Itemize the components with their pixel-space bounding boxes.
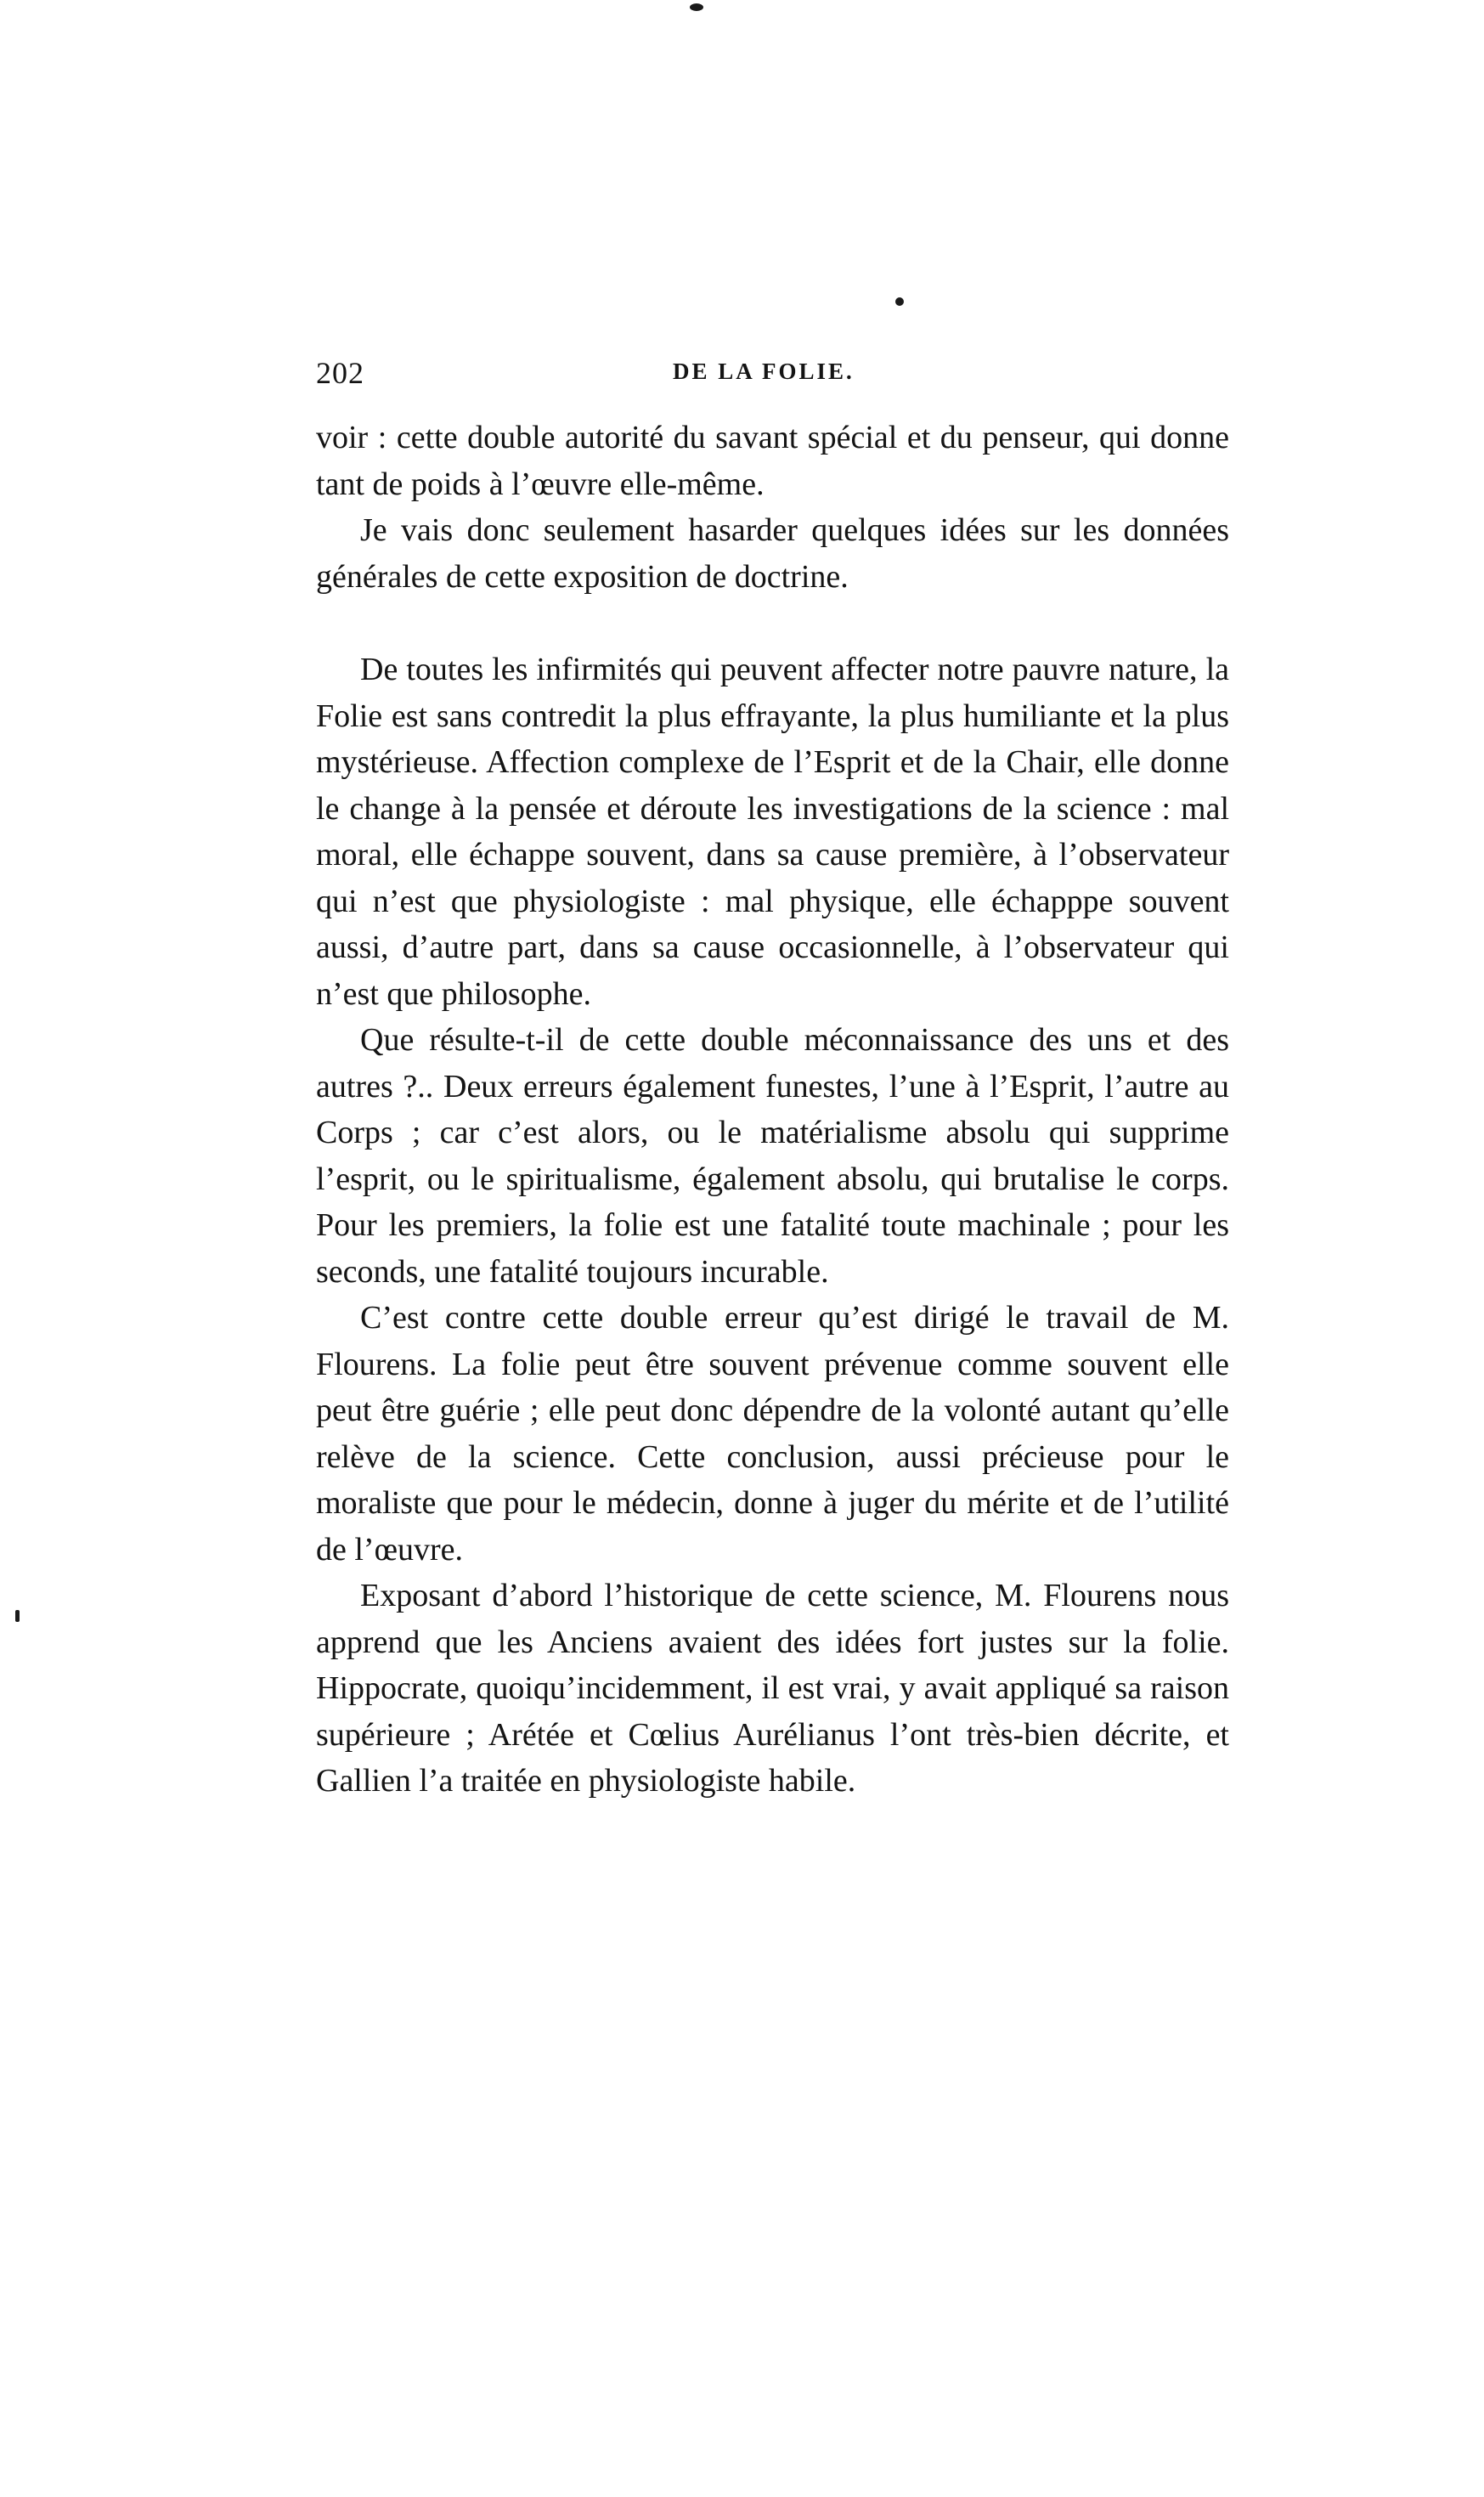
paragraph: Je vais donc seulement hasarder quelques idées sur les données générales de cette exposition de doctrine. bbox=[316, 512, 1229, 595]
paragraph: Que résulte-t-il de cette double méconnaissance des uns et des autres ?.. Deux erreurs également funestes, l’une à l’Esprit, l’autre au Corps ; car c’est alors, ou le matérialisme absolu qui supprime l’esprit, ou le spiritualisme, également absolu, qui brutalise le corps. Pour les premiers, la folie est une fatalité toute machinale ; pour les seconds, une fatalité toujours incurable. bbox=[316, 1022, 1229, 1290]
paragraph: Exposant d’abord l’historique de cette science, M. Flourens nous apprend que les Anciens avaient des idées fort justes sur la folie. Hippocrate, quoiqu’incidemment, il est vrai, y avait appliqué sa raison supérieure ; Arétée et Cœlius Aurélianus l’ont très-bien décrite, et Gallien l’a traitée en physiologiste habile. bbox=[316, 1578, 1229, 1799]
paragraph: De toutes les infirmités qui peuvent affecter notre pauvre nature, la Folie est sans contredit la plus effrayante, la plus humiliante et la plus mystérieuse. Affection complexe de l’Esprit et de la Chair, elle donne le change à la pensée et déroute les investigations de la science : mal moral, elle échappe souvent, dans sa cause première, à l’observateur qui n’est que physiologiste : mal physique, elle échapppe souvent aussi, d’autre part, dans sa cause occasionnelle, à l’observateur qui n’est que philosophe. bbox=[316, 652, 1229, 1012]
body-text bbox=[316, 415, 1229, 1805]
paragraph: C’est contre cette double erreur qu’est dirigé le travail de M. Flourens. La folie peut être souvent prévenue comme souvent elle peut être guérie ; elle peut donc dépendre de la volonté autant qu’elle relève de la science. Cette conclusion, aussi précieuse pour le moraliste que pour le médecin, donne à juger du mérite et de l’utilité de l’œuvre. bbox=[316, 1300, 1229, 1568]
section-gap bbox=[316, 600, 1229, 647]
ink-speck-top bbox=[690, 3, 703, 11]
page-header bbox=[316, 355, 1216, 398]
paragraph-continuation: voir : cette double autorité du savant spécial et du penseur, qui donne tant de poids à l’œuvre elle-même. bbox=[316, 420, 1229, 502]
ink-mark-left bbox=[15, 1610, 20, 1622]
ink-dot bbox=[895, 297, 904, 306]
running-title: DE LA FOLIE. bbox=[673, 359, 855, 384]
page-number: 202 bbox=[316, 356, 364, 390]
